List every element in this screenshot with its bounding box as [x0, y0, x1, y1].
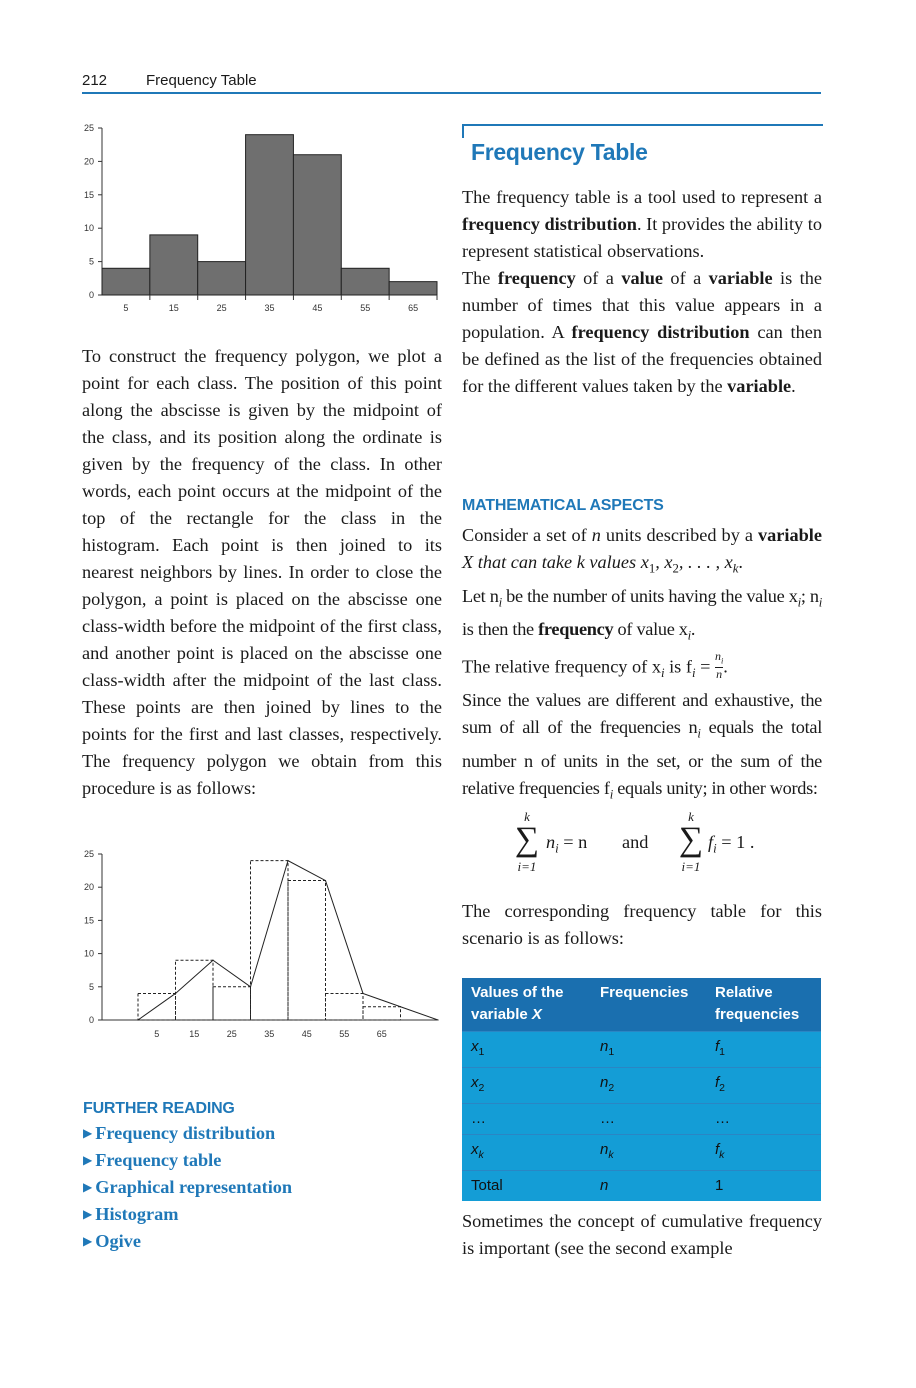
histogram-outline-bar [363, 1007, 401, 1020]
table-cell: $f_1$ [706, 1032, 821, 1068]
polygon-point [325, 880, 326, 881]
table-cell: $n_1$ [591, 1032, 706, 1068]
table-cell: $f_k$ [706, 1135, 821, 1171]
table-cell: … [462, 1104, 591, 1135]
further-reading-item[interactable] [83, 1120, 443, 1147]
table-intro: The corresponding frequency table for this scenario is as follows: [462, 901, 822, 948]
triangle-bullet-icon: ▶ [83, 1153, 93, 1167]
entry-intro [462, 184, 822, 400]
table-cell: $x_1$ [462, 1032, 591, 1068]
x-tick-label: 15 [189, 1029, 200, 1039]
summation-sign: ∑ [514, 821, 540, 858]
table-cell: $x_k$ [462, 1135, 591, 1171]
further-reading [83, 1100, 443, 1255]
y-tick-label: 15 [83, 915, 94, 926]
y-tick-label: 20 [83, 882, 94, 893]
x-tick-label: 45 [301, 1029, 312, 1039]
page-number: 212 [82, 72, 108, 89]
histogram-bar [150, 235, 198, 295]
table-row [462, 1068, 821, 1104]
histogram-bar [341, 268, 389, 295]
math-sentence-1: Consider a set of n units described by a variable X that can take k values $x_1$, $x_2$, . . . , $x_k$. [462, 525, 822, 576]
further-reading-title: FURTHER READING [83, 1100, 235, 1117]
table-header-values: Values of the variable X [462, 978, 591, 1032]
table-header-row [462, 978, 821, 1032]
y-tick-label: 0 [88, 290, 94, 300]
y-tick-label: 20 [83, 156, 94, 167]
table-row [462, 1032, 821, 1068]
x-tick-label: 55 [360, 303, 371, 313]
relative-frequency-fraction: $\frac{n_i}{n}$ [714, 648, 724, 682]
further-reading-label: Graphical representation [95, 1177, 293, 1197]
intro-paragraph-1: The frequency table is a tool used to represent a frequency distribution. It provides the ability to represent statistical observations. [462, 187, 822, 261]
histogram-outline-bar [176, 960, 214, 1020]
y-tick-label: 25 [83, 123, 94, 133]
histogram-bar [389, 282, 437, 295]
further-reading-item[interactable] [83, 1147, 443, 1174]
entry-bracket [462, 124, 823, 138]
further-reading-item[interactable] [83, 1174, 443, 1201]
further-reading-item[interactable] [83, 1228, 443, 1255]
histogram-chart [76, 118, 446, 323]
further-reading-label: Ogive [95, 1231, 141, 1251]
histogram-bar [198, 262, 246, 295]
frequency-polygon-chart [76, 845, 446, 1045]
table-cell: n [591, 1171, 706, 1202]
triangle-bullet-icon: ▶ [83, 1126, 93, 1140]
further-reading-label: Frequency table [95, 1150, 222, 1170]
math-aspects-heading: MATHEMATICAL ASPECTS [462, 497, 664, 514]
sum-equation: k ∑ i=1 $n_i = n$ and k ∑ i=1 $f_i = 1$ . [510, 810, 810, 880]
further-reading-item[interactable] [83, 1201, 443, 1228]
polygon-point [212, 960, 213, 961]
table-cell: Total [462, 1171, 591, 1202]
x-tick-label: 45 [312, 303, 323, 313]
y-tick-label: 25 [83, 849, 94, 859]
polygon-point [362, 993, 363, 994]
polygon-point [437, 1019, 438, 1020]
further-reading-list [83, 1120, 443, 1255]
x-tick-label: 35 [264, 1029, 275, 1039]
table-header-relative: Relative frequencies [706, 978, 821, 1032]
histogram-bar [246, 135, 294, 295]
further-reading-label: Histogram [95, 1204, 179, 1224]
histogram-bar [102, 268, 150, 295]
math-sentence-4: Since the values are different and exhaustive, the sum of all of the frequencies $n_i$ equals the total number n of units in the set, or the sum of the relative frequencies $f_i$ equals unity; in other words: [462, 690, 822, 802]
triangle-bullet-icon: ▶ [83, 1180, 93, 1194]
intro-paragraph-2: The frequency of a value of a variable is the number of times that this value appears in a population. A frequency distribution can then be defined as the list of the frequencies obtained for the different values taken by the variable. [462, 268, 823, 396]
table-cell: $x_2$ [462, 1068, 591, 1104]
x-tick-label: 35 [264, 303, 275, 313]
math-sentence-2: Let $n_i$ be the number of units having the value $x_i$; $n_i$ is then the frequency of value $x_i$. [462, 585, 822, 643]
histogram-outline-bar [251, 861, 289, 1020]
entry-title: Frequency Table [471, 139, 648, 165]
x-tick-label: 25 [226, 1029, 237, 1039]
x-tick-label: 5 [123, 303, 129, 313]
y-tick-label: 10 [83, 223, 94, 234]
histogram-outline-bar [326, 993, 364, 1020]
running-header [82, 72, 821, 94]
y-tick-label: 10 [83, 948, 94, 959]
summation-sign: ∑ [678, 821, 704, 858]
polygon-point [137, 1019, 138, 1020]
frequency-table [462, 978, 821, 1201]
histogram-outline-bar [288, 881, 326, 1020]
polygon-point [175, 993, 176, 994]
table-row [462, 1135, 821, 1171]
table-cell: $f_2$ [706, 1068, 821, 1104]
x-tick-label: 5 [154, 1029, 160, 1039]
table-cell: $n_k$ [591, 1135, 706, 1171]
x-tick-label: 65 [408, 303, 419, 313]
polygon-point [287, 860, 288, 861]
y-tick-label: 5 [88, 981, 94, 992]
triangle-bullet-icon: ▶ [83, 1234, 93, 1248]
math-sentence-3: The relative frequency of $x_i$ is $f_i$ = $\frac{n_i}{n}$ . [462, 648, 728, 682]
table-row [462, 1171, 821, 1202]
table-cell: 1 [706, 1171, 821, 1202]
histogram-outline-bar [213, 987, 251, 1020]
x-tick-label: 55 [339, 1029, 350, 1039]
y-tick-label: 5 [88, 256, 94, 267]
table-row [462, 1104, 821, 1135]
polygon-point [250, 986, 251, 987]
closing-text: Sometimes the concept of cumulative frequency is important (see the second example [462, 1211, 822, 1258]
x-tick-label: 25 [216, 303, 227, 313]
running-title: Frequency Table [146, 72, 257, 89]
polygon-description: To construct the frequency polygon, we plot a point for each class. The position of this point along the abscisse is given by the midpoint of the class, and its position along the ordinate is given by the frequency of the class. In other words, each point occurs at the midpoint of the top of the rectangle for the class in the histogram. Each point is then joined to its nearest neighbors by lines. In order to close the polygon, a point is placed on the abscisse one class-width before the midpoint of the first class, and another point is placed on the abscisse one class-width after the midpoint of the last class. These points are then joined by lines to the points for the first and last classes, respectively. The frequency polygon we obtain from this procedure is as follows: [82, 346, 442, 798]
y-tick-label: 0 [88, 1015, 94, 1025]
histogram-bar [293, 155, 341, 295]
polygon-point [400, 1006, 401, 1007]
link-frequency-distribution: frequency distribution [462, 214, 637, 234]
table-cell: $n_2$ [591, 1068, 706, 1104]
table-header-frequencies: Frequencies [591, 978, 706, 1032]
math-aspects-body [462, 522, 822, 808]
x-tick-label: 15 [168, 303, 179, 313]
x-tick-label: 65 [376, 1029, 387, 1039]
further-reading-label: Frequency distribution [95, 1123, 276, 1143]
table-cell: … [706, 1104, 821, 1135]
triangle-bullet-icon: ▶ [83, 1207, 93, 1221]
y-tick-label: 15 [83, 189, 94, 200]
table-cell: … [591, 1104, 706, 1135]
equation-and: and [622, 832, 649, 852]
